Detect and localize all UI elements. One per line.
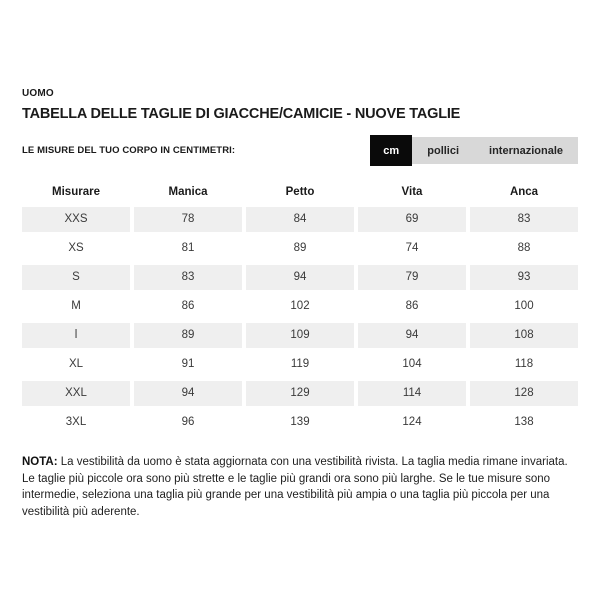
fit-note: [22, 454, 570, 520]
value-cell: 81: [181, 242, 195, 254]
table-header-row: [22, 183, 578, 201]
value-cell: 83: [470, 207, 578, 232]
tab-internazionale[interactable]: internazionale: [489, 144, 563, 157]
size-cell: S: [22, 265, 130, 290]
value-cell: 138: [514, 416, 534, 428]
size-cell: XS: [68, 242, 84, 254]
category-label: UOMO: [22, 88, 54, 99]
tab-cm[interactable]: cm: [370, 135, 412, 166]
value-cell: 129: [246, 381, 354, 406]
value-cell: 89: [293, 242, 307, 254]
value-cell: 74: [405, 242, 419, 254]
table-row: [22, 381, 578, 406]
table-row: [22, 265, 578, 290]
value-cell: 86: [405, 300, 419, 312]
size-table: [22, 183, 578, 435]
subtitle-bar: [22, 135, 578, 166]
value-cell: 100: [514, 300, 534, 312]
col-header-anca: Anca: [509, 186, 539, 198]
col-header-misurare: Misurare: [52, 186, 100, 198]
value-cell: 119: [290, 358, 310, 370]
value-cell: 91: [181, 358, 195, 370]
note-text: La vestibilità da uomo è stata aggiornata con una vestibilità rivista. La taglia media rimane invariata. Le taglie più piccole ora sono più strette e le taglie più grandi ora sono più larghe. Se le tue misure sono intermedie, seleziona una taglia più grande per una vestibilità più ampia o una taglia più piccola per una vestibilità più aderente.: [22, 456, 568, 518]
value-cell: 108: [470, 323, 578, 348]
unit-tab-group: [370, 137, 578, 164]
value-cell: 79: [358, 265, 466, 290]
value-cell: 128: [470, 381, 578, 406]
tab-pollici[interactable]: pollici: [427, 144, 460, 157]
size-cell: M: [71, 300, 81, 312]
size-cell: XL: [68, 358, 84, 370]
col-header-manica: Manica: [168, 186, 208, 198]
table-row: [22, 352, 578, 377]
value-cell: 94: [246, 265, 354, 290]
value-cell: 86: [181, 300, 195, 312]
size-cell: l: [22, 323, 130, 348]
value-cell: 139: [290, 416, 310, 428]
size-cell: XXL: [22, 381, 130, 406]
value-cell: 104: [402, 358, 422, 370]
table-row: [22, 323, 578, 348]
size-cell: 3XL: [65, 416, 87, 428]
value-cell: 102: [290, 300, 310, 312]
value-cell: 94: [134, 381, 242, 406]
note-label: NOTA:: [22, 456, 58, 468]
value-cell: 114: [358, 381, 466, 406]
value-cell: 89: [134, 323, 242, 348]
col-header-petto: Petto: [285, 186, 315, 198]
value-cell: 84: [246, 207, 354, 232]
value-cell: 88: [517, 242, 531, 254]
table-row: [22, 207, 578, 232]
value-cell: 69: [358, 207, 466, 232]
measure-instruction-label: LE MISURE DEL TUO CORPO IN CENTIMETRI:: [22, 145, 236, 156]
value-cell: 83: [134, 265, 242, 290]
value-cell: 93: [470, 265, 578, 290]
value-cell: 96: [181, 416, 195, 428]
value-cell: 118: [514, 358, 534, 370]
value-cell: 78: [134, 207, 242, 232]
value-cell: 94: [358, 323, 466, 348]
table-row: [22, 294, 578, 319]
table-row: [22, 236, 578, 261]
value-cell: 109: [246, 323, 354, 348]
size-cell: XXS: [22, 207, 130, 232]
value-cell: 124: [402, 416, 422, 428]
table-row: [22, 410, 578, 435]
page-title: TABELLA DELLE TAGLIE DI GIACCHE/CAMICIE - NUOVE TAGLIE: [22, 106, 461, 122]
col-header-vita: Vita: [401, 186, 423, 198]
